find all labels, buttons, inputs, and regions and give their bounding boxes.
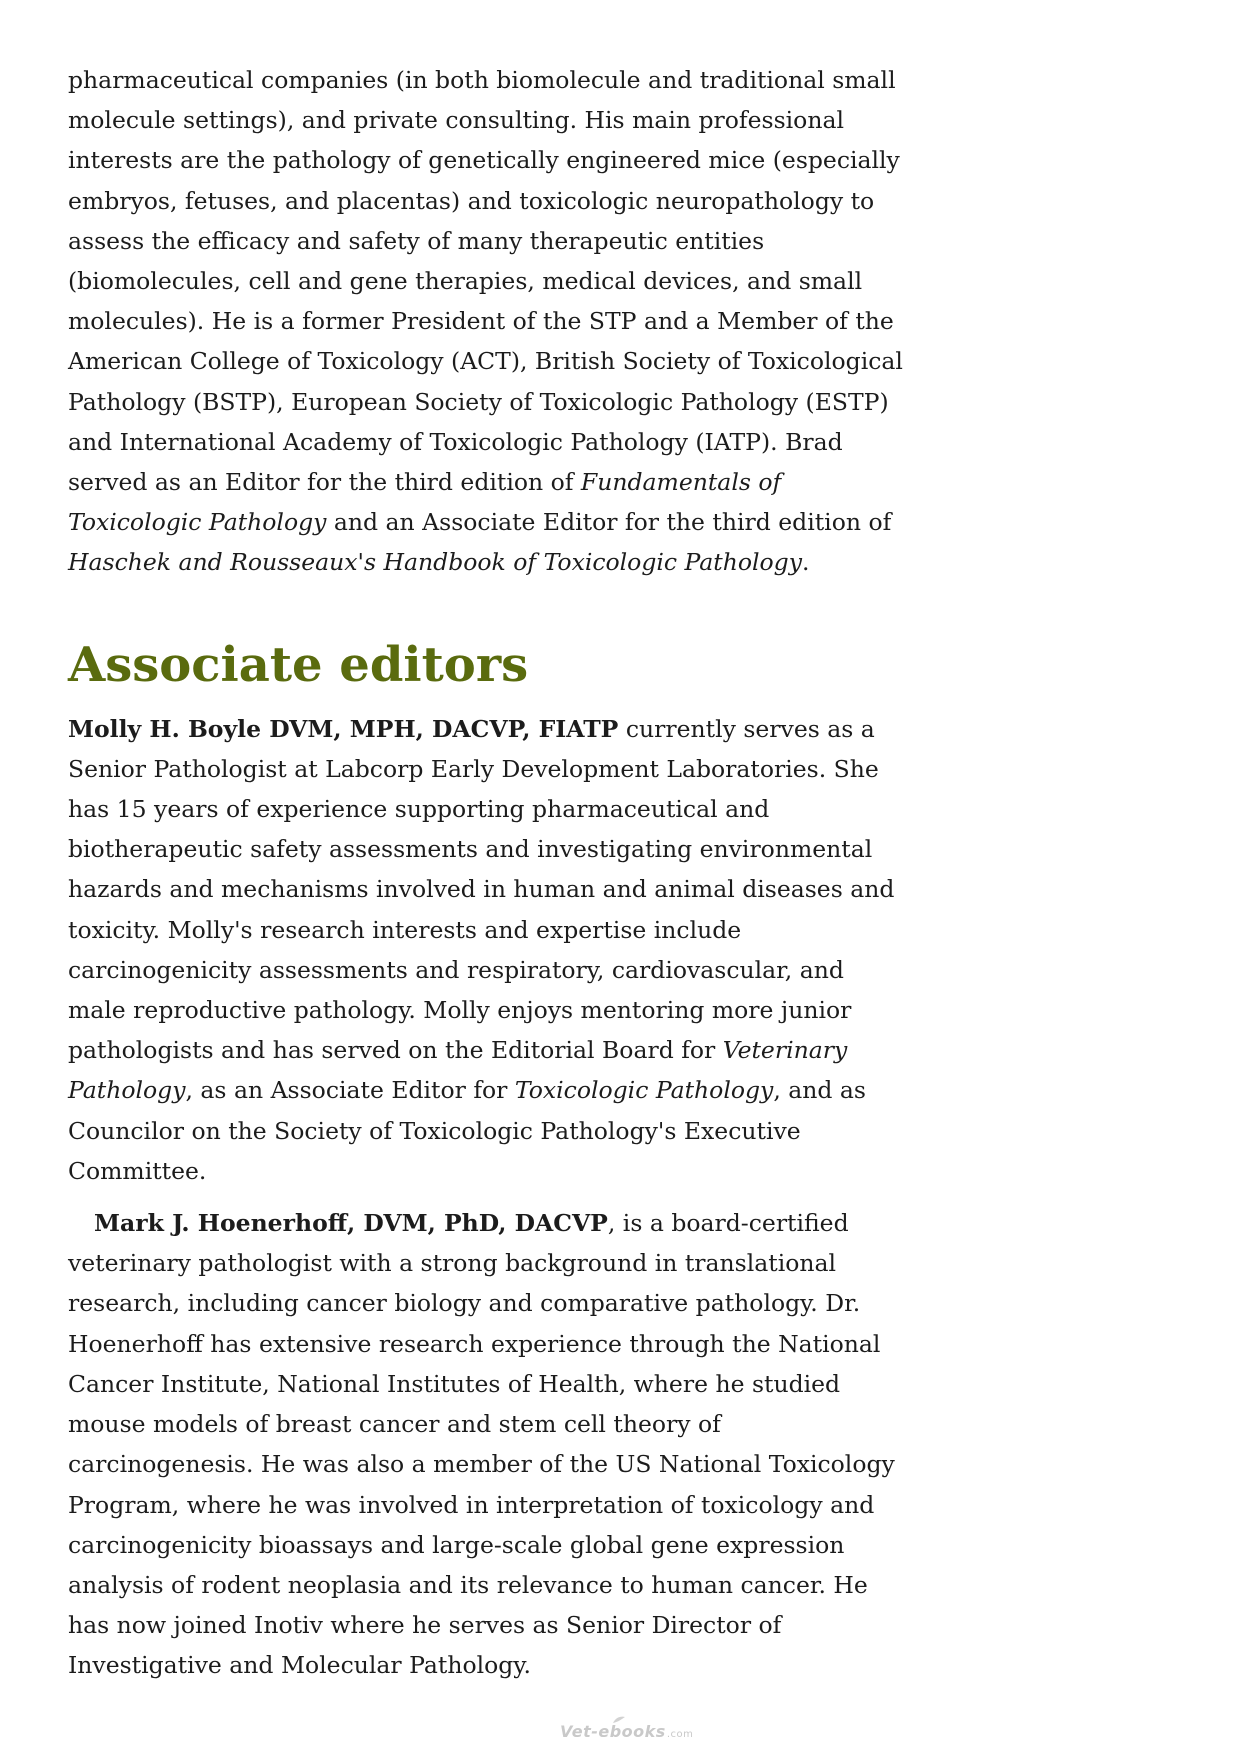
leaf-icon xyxy=(612,1716,626,1724)
page-content xyxy=(68,60,908,1686)
hoenerhoff-paragraph xyxy=(68,1203,908,1685)
boyle-text-2: , as an Associate Editor for xyxy=(185,1076,515,1105)
boyle-text-3: , and as Councilor on the Society of Toxicologic Pathology's Executive Committee. xyxy=(68,1076,866,1185)
intro-paragraph xyxy=(68,60,908,583)
watermark-logo xyxy=(560,1722,693,1741)
intro-text-3: . xyxy=(802,548,810,577)
watermark-main: Vet-ebooks xyxy=(560,1722,666,1741)
boyle-journal-1: Veterinary Pathology xyxy=(68,1036,848,1105)
boyle-text-1: currently serves as a Senior Pathologist at Labcorp Early Development Laboratories. She has 15 years of experience supporting pharmaceutical and biotherapeutic safety assessments and investigating environmental hazards and mechanisms involved in human and animal diseases and toxicity. Molly's research interests and expertise include carcinogenicity assessments and respiratory, cardiovascular, and male reproductive pathology. Molly enjoys mentoring more junior pathologists and has served on the Editorial Board for xyxy=(68,714,895,1065)
intro-text-2: and an Associate Editor for the third edition of xyxy=(326,508,892,537)
section-heading: Associate editors xyxy=(68,636,529,693)
boyle-paragraph xyxy=(68,709,908,1191)
boyle-name: Molly H. Boyle DVM, MPH, DACVP, FIATP xyxy=(68,714,619,743)
intro-book-title-1: Fundamentals of Toxicologic Pathology xyxy=(68,468,782,537)
boyle-journal-2: Toxicologic Pathology xyxy=(514,1076,774,1105)
hoenerhoff-name: Mark J. Hoenerhoff, DVM, PhD, DACVP xyxy=(94,1209,608,1238)
intro-text-1: pharmaceutical companies (in both biomolecule and traditional small molecule settings), and private consulting. His main professional interests are the pathology of genetically engineered mice (especially embryos, fetuses, and placentas) and toxicologic neuropathology to assess the efficacy and safety of many therapeutic entities (biomolecules, cell and gene therapies, medical devices, and small molecules). He is a former President of the STP and a Member of the American College of Toxicology (ACT), British Society of Toxicological Pathology (BSTP), European Society of Toxicologic Pathology (ESTP) and International Academy of Toxicologic Pathology (IATP). Brad served as an Editor for the third edition of xyxy=(68,66,903,497)
hoenerhoff-text-1: , is a board-certified veterinary pathologist with a strong background in translational research, including cancer biology and comparative pathology. Dr. Hoenerhoff has extensive research experience through the National Cancer Institute, National Institutes of Health, where he studied mouse models of breast cancer and stem cell theory of carcinogenesis. He was also a member of the US National Toxicology Program, where he was involved in interpretation of toxicology and carcinogenicity bioassays and large-scale global gene expression analysis of rodent neoplasia and its relevance to human cancer. He has now joined Inotiv where he serves as Senior Director of Investigative and Molecular Pathology. xyxy=(68,1209,895,1680)
intro-book-title-2: Haschek and Rousseaux's Handbook of Toxicologic Pathology xyxy=(68,548,802,577)
watermark-suffix: .com xyxy=(666,1729,694,1740)
